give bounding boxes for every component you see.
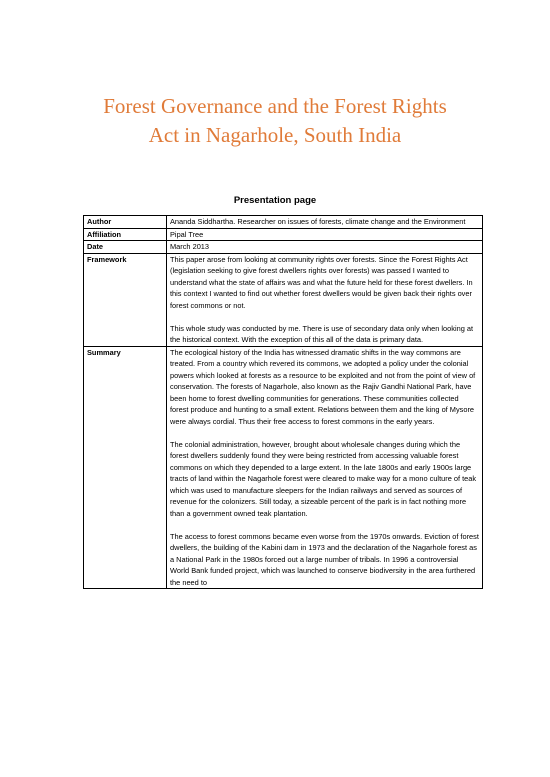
table-row-summary: [84, 346, 483, 589]
framework-label: Framework: [84, 253, 167, 346]
title-line-1: Forest Governance and the Forest Rights: [103, 94, 447, 118]
table-row-author: [84, 216, 483, 229]
section-heading: Presentation page: [233, 195, 317, 206]
summary-value: [167, 346, 483, 589]
title-line-2: Act in Nagarhole, South India: [148, 123, 402, 147]
summary-paragraph-2: The colonial administration, however, brought about wholesale changes during which the forest dwellers suddenly found they were being restricted from accessing valuable forest commons on which they depended to a large extent. In the late 1800s and early 1900s large tracts of land within the Nagarhole forest were cleared to make way for a mono culture of teak which was used to manufacture sleepers for the Indian railways and served as sources of revenue for the colonizers. Still today, a sizeable percent of the park is in fact nothing more than a government owned teak plantation.: [170, 439, 477, 518]
summary-paragraph-1: The ecological history of the India has witnessed dramatic shifts in the way commons are treated. From a country which revered its commons, we adopted a policy under the colonial powers which looked at forests as a resource to be exploited and not from the point of view of conservation. The forests of Nagarhole, also known as the Rajiv Gandhi National Park, have been home to forest dwelling communities for generations. These communities collected forest produce and hunting to a small extent. Relations between them and the king of Mysore were always cordial. Thus their free access to forest commons in the early years.: [170, 347, 476, 426]
framework-value: [167, 253, 483, 346]
summary-label: Summary: [84, 346, 167, 589]
table-row-date: [84, 241, 483, 254]
author-label: Author: [84, 216, 167, 229]
framework-paragraph-1: This paper arose from looking at community rights over forests. Since the Forest Rights Act (legislation seeking to give forest dwellers rights over forests) was passed I wanted to understand what the state of affairs was and what the future held for these forest dwellers. In this context I wanted to find out whether forest dwellers would be given back their rights over forest commons or not.: [170, 254, 473, 310]
author-value: Ananda Siddhartha. Researcher on issues of forests, climate change and the Environment: [167, 216, 483, 229]
date-label: Date: [84, 241, 167, 254]
date-value: March 2013: [167, 241, 483, 254]
framework-paragraph-2: This whole study was conducted by me. There is use of secondary data only when looking at the historical context. With the exception of this all of the data is primary data.: [170, 323, 474, 344]
affiliation-value: Pipal Tree: [167, 228, 483, 241]
affiliation-label: Affiliation: [84, 228, 167, 241]
document-title: [0, 92, 550, 150]
presentation-table: [83, 215, 483, 589]
table-row-affiliation: [84, 228, 483, 241]
table-row-framework: [84, 253, 483, 346]
summary-paragraph-3: The access to forest commons became even worse from the 1970s onwards. Eviction of forest dwellers, the building of the Kabini dam in 1973 and the declaration of the Nagarhole forest as a National Park in the 1980s forced out a large number of tribals. In 1996 a controversial World Bank funded project, which was launched to conserve biodiversity in the area furthered the need to: [170, 531, 479, 587]
